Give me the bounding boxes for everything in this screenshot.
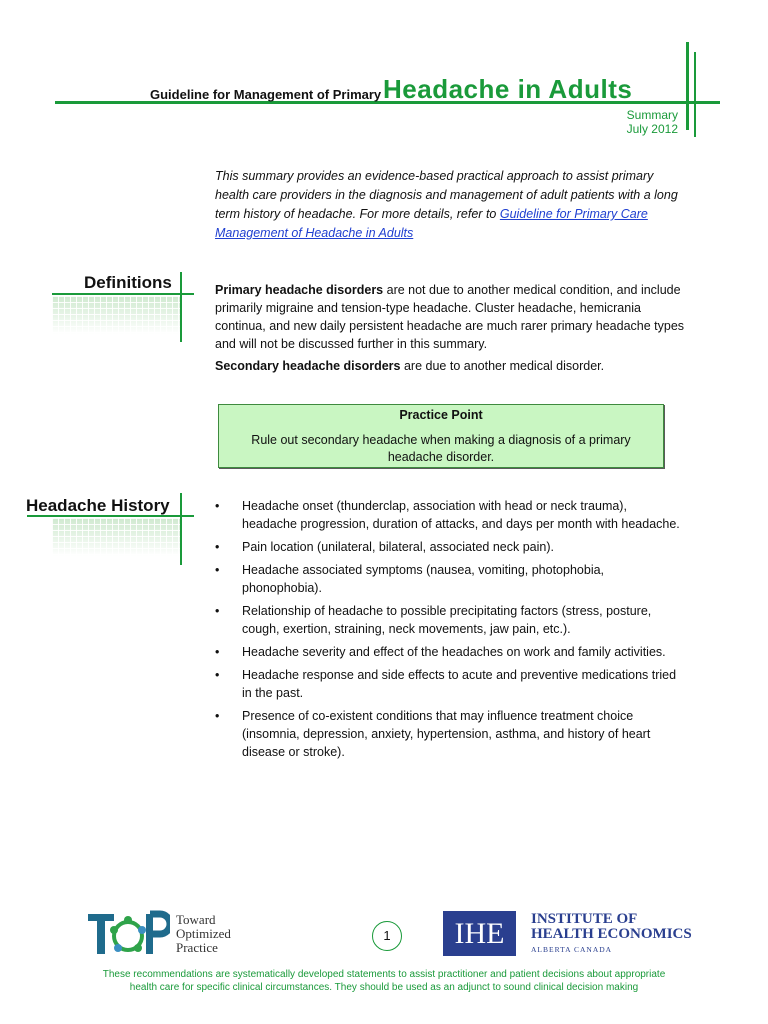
top-logo-line1: Toward — [176, 912, 216, 927]
history-heading-part1: Headache — [26, 496, 107, 515]
top-logo-line3: Practice — [176, 940, 218, 955]
top-logo — [88, 908, 170, 958]
primary-description: are not due to another medical condition, and include primarily migraine and tension-type headache. Cluster headache, hemicrania continua, and new daily persistent headache are much rarer primary headache types and will not be discussed further in this summary. — [215, 283, 685, 351]
intro-paragraph — [215, 167, 685, 243]
ihe-logo-text — [531, 912, 692, 942]
definitions-decoration — [52, 296, 180, 334]
page-number: 1 — [372, 921, 402, 951]
history-heading-part2: History — [111, 496, 170, 515]
list-item: • Relationship of headache to possible precipitating factors (stress, posture, cough, exertion, straining, neck movements, jaw pain, etc.). — [215, 602, 685, 638]
ihe-location: ALBERTA CANADA — [531, 945, 613, 954]
ihe-line2: HEALTH ECONOMICS — [531, 926, 692, 942]
header-small-title: Guideline for Management of Primary — [150, 87, 382, 102]
secondary-description: are due to another medical disorder. — [400, 359, 605, 373]
definitions-body — [215, 281, 685, 375]
ihe-line1: INSTITUTE OF — [531, 911, 638, 927]
practice-point-title: Practice Point — [399, 408, 483, 422]
ihe-logo: IHE — [443, 911, 516, 956]
practice-point-box — [218, 404, 664, 468]
history-heading — [26, 496, 170, 516]
history-list — [215, 497, 685, 766]
page-title: Headache in Adults — [383, 74, 633, 104]
header-vertical-rule — [686, 42, 689, 130]
disclaimer-line1: These recommendations are systematically developed statements to assist practitioner and patient decisions about appropriate — [102, 969, 666, 980]
definitions-heading: Definitions — [84, 273, 172, 292]
top-logo-mark — [88, 908, 170, 958]
header-vertical-rule-2 — [694, 52, 696, 137]
summary-label: Summary — [626, 108, 678, 122]
list-item: • Pain location (unilateral, bilateral, associated neck pain). — [215, 538, 685, 556]
date-label: July 2012 — [626, 122, 678, 136]
intro-text: This summary provides an evidence-based practical approach to assist primary health care providers in the diagnosis and management of adult patients with a long term history of headache. For more details, refer to — [215, 169, 678, 221]
primary-term: Primary headache disorders — [215, 283, 384, 297]
secondary-term: Secondary headache disorders — [215, 359, 401, 373]
list-item: • Headache severity and effect of the headaches on work and family activities. — [215, 643, 685, 661]
list-item: • Headache associated symptoms (nausea, vomiting, photophobia, phonophobia). — [215, 561, 685, 597]
history-vertical-rule — [180, 493, 182, 565]
list-item: • Headache onset (thunderclap, association with head or neck trauma), headache progression, duration of attacks, and days per month with headache. — [215, 497, 685, 533]
list-item: • Presence of co-existent conditions that may influence treatment choice (insomnia, depression, anxiety, hypertension, asthma, and history of heart disease or stroke). — [215, 707, 685, 761]
list-item: • Headache response and side effects to acute and preventive medications tried in the past. — [215, 666, 685, 702]
top-logo-line2: Optimized — [176, 926, 231, 941]
header-subtitle — [627, 108, 678, 136]
disclaimer-line2: health care for specific clinical circumstances. They should be used as an adjunct to sound clinical decision making — [129, 982, 639, 993]
primary-definition — [215, 281, 685, 353]
top-logo-text — [176, 913, 231, 955]
history-decoration — [52, 518, 180, 556]
practice-point-text: Rule out secondary headache when making a diagnosis of a primary headache disorder. — [251, 433, 631, 464]
definitions-rule — [52, 293, 194, 295]
secondary-definition — [215, 357, 685, 375]
definitions-vertical-rule — [180, 272, 182, 342]
footer-disclaimer — [70, 968, 698, 994]
guideline-link[interactable]: Guideline for Primary Care Management of Headache in Adults — [215, 207, 648, 240]
